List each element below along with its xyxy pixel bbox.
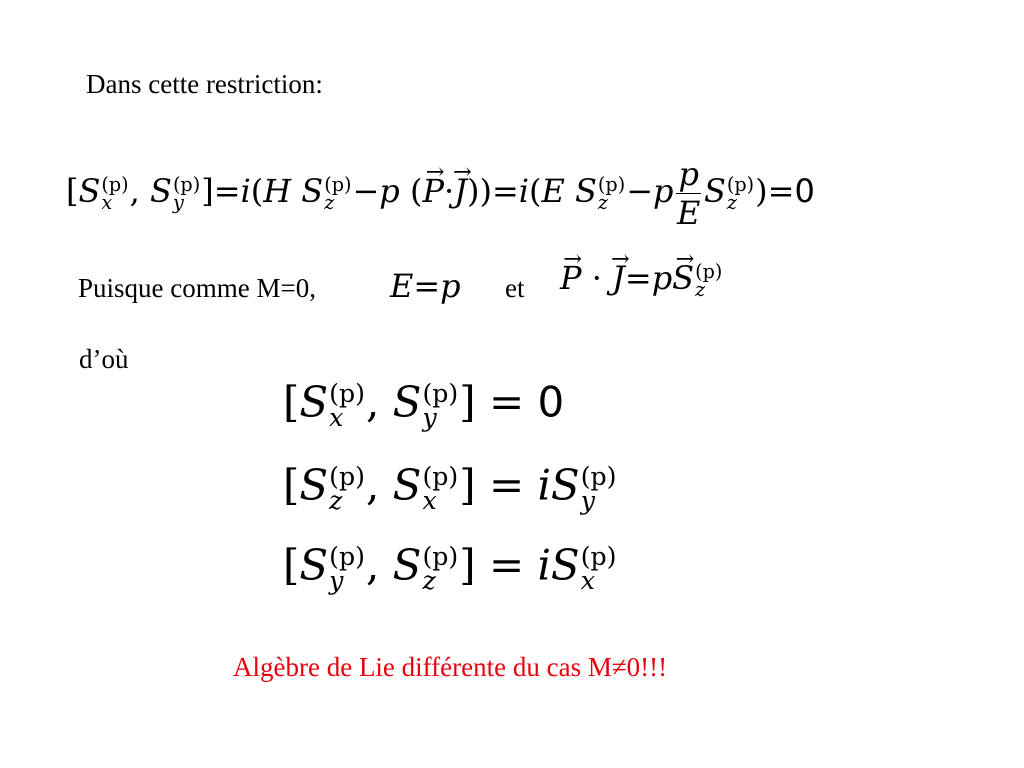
superscript-p: (p) xyxy=(329,462,365,491)
intro-text: Dans cette restriction: xyxy=(86,69,323,99)
main-commutator-equation: [S (p) x , S (p) y ]=i(H S (p) z −p (→ P·→ J))=i(E S (p) z −p $\frac{p}{E}$ S (p) z )=0 xyxy=(66,158,815,229)
commutator-z-x: [S (p) z , S (p) x ] = iS (p) y xyxy=(283,460,617,515)
and-text: et xyxy=(505,273,525,303)
superscript-p: (p) xyxy=(422,542,459,571)
commutator-y-z: [S (p) y , S (p) z ] = iS (p) x xyxy=(283,540,617,595)
superscript-p: (p) xyxy=(580,542,617,571)
superscript-p: (p) xyxy=(101,172,129,196)
conclusion-text: Algèbre de Lie différente du cas M≠0!!! xyxy=(233,652,668,682)
since-text: Puisque comme M=0, xyxy=(78,273,316,303)
zero-value: 0 xyxy=(794,172,815,210)
superscript-p: (p) xyxy=(329,542,365,571)
superscript-p: (p) xyxy=(422,462,459,491)
energy-equals-momentum: E=p xyxy=(390,267,461,305)
superscript-p: (p) xyxy=(695,260,723,283)
superscript-p: (p) xyxy=(580,462,617,491)
commutator-x-y: [S (p) x , S (p) y ] = 0 xyxy=(283,377,565,432)
superscript-p: (p) xyxy=(329,379,365,408)
superscript-p: (p) xyxy=(422,379,459,408)
superscript-p: (p) xyxy=(726,172,755,196)
superscript-p: (p) xyxy=(597,172,626,196)
superscript-p: (p) xyxy=(172,172,201,196)
p-dot-j-equation: → P · → J=p→ S (p) z xyxy=(560,262,723,299)
superscript-p: (p) xyxy=(324,172,352,196)
hence-text: d’où xyxy=(79,344,129,374)
zero-value: 0 xyxy=(537,377,565,427)
